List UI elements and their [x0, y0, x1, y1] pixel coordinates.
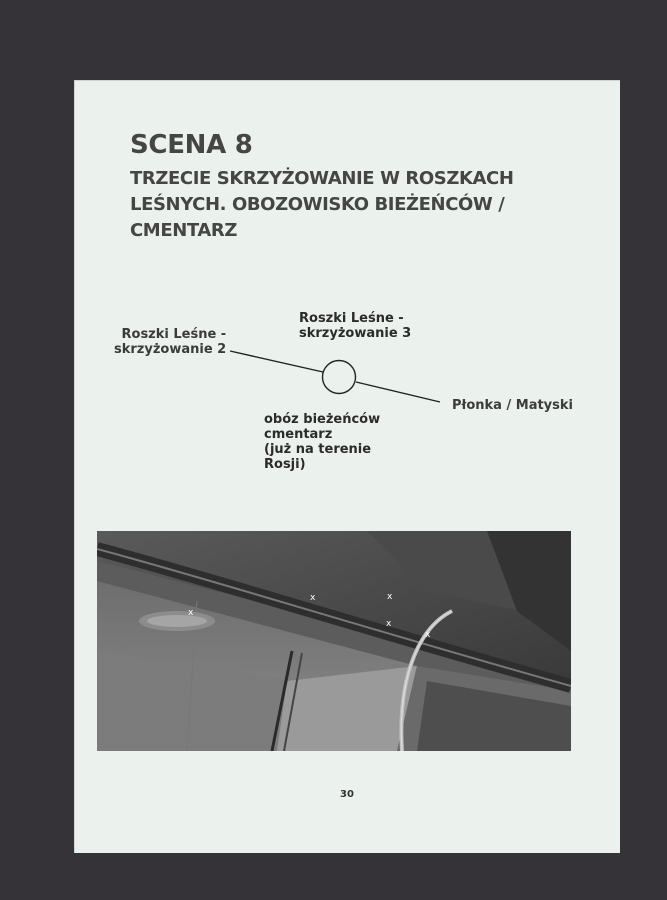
left-node-line2: skrzyżowanie 2 [114, 342, 227, 357]
photo-marker-4: x [386, 619, 392, 629]
left-node-label [114, 327, 226, 357]
left-node-line1: Roszki Leśne - [121, 327, 227, 342]
scene-title: SCENA 8 [130, 130, 253, 160]
photo-marker-3: x [387, 592, 393, 602]
bottom-line4: Rosji) [264, 457, 306, 472]
photo-marker-5: x [425, 630, 431, 640]
photo-marker-1: x [188, 608, 194, 618]
center-node-line2: skrzyżowanie 3 [299, 326, 412, 341]
bottom-line1: obóz bieżeńców [264, 412, 381, 427]
bottom-line3: (już na terenie [264, 442, 372, 457]
center-node-line1: Roszki Leśne - [299, 311, 404, 326]
document-page [74, 80, 620, 853]
route-line-left [230, 351, 323, 372]
bottom-node-label [264, 412, 380, 472]
aerial-photo [97, 531, 571, 751]
crossroad-circle [323, 361, 356, 394]
bottom-line2: cmentarz [264, 427, 333, 442]
photo-marker-2: x [310, 593, 316, 603]
scene-subtitle: TRZECIE SKRZYŻOWANIE W ROSZKACH LEŚNYCH. OBOZOWISKO BIEŻEŃCÓW / CMENTARZ [130, 168, 514, 241]
right-node-label: Płonka / Matyski [452, 398, 573, 413]
center-node-label [299, 311, 411, 341]
page-number: 30 [340, 789, 354, 800]
route-line-right [356, 382, 440, 402]
